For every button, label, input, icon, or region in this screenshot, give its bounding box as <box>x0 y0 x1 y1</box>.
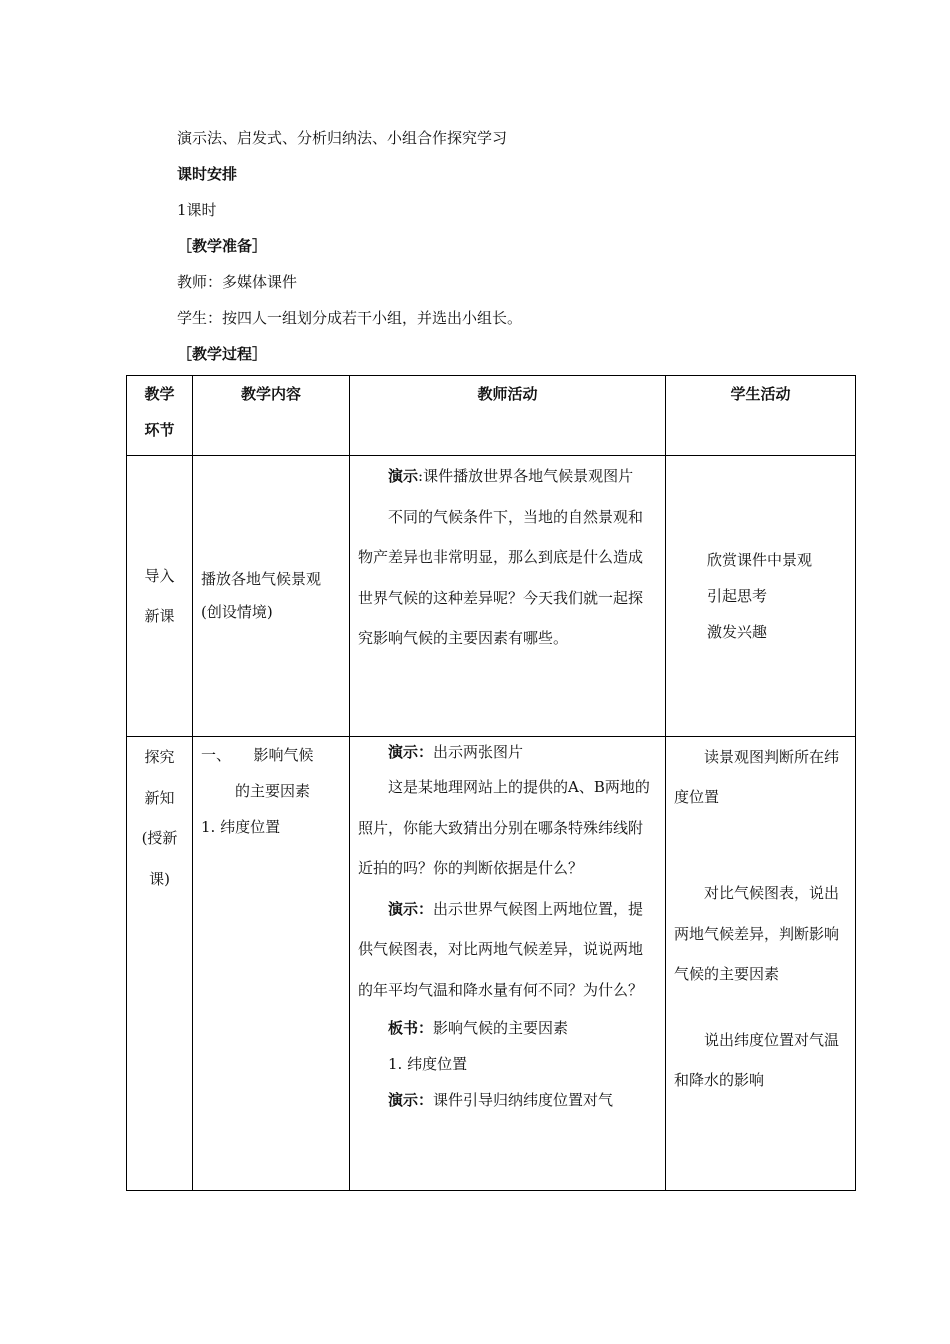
header-stage: 教学 环节 <box>127 376 193 456</box>
schedule-value: 1课时 <box>177 201 217 219</box>
student-cell: 欣赏课件中景观 引起思考 激发兴趣 <box>666 456 856 737</box>
schedule-heading: 课时安排 <box>177 165 238 183</box>
header-student: 学生活动 <box>666 376 856 456</box>
teacher-cell: 演示:课件播放世界各地气候景观图片 不同的气候条件下，当地的自然景观和物产差异也非常明显，那么到底是什么造成世界气候的这种差异呢？今天我们就一起探究影响气候的主要因素有哪些。 <box>350 456 666 737</box>
prep-student: 学生：按四人一组划分成若干小组，并选出小组长。 <box>177 309 523 327</box>
table-row <box>127 456 856 737</box>
teacher-cell: 演示：出示两张图片 这是某地理网站上的提供的A、B两地的照片，你能大致猜出分别在哪条特殊纬线附近拍的吗？你的判断依据是什么？ 演示：出示世界气候图上两地位置，提供气候图表，对比两地气候差异，说说两地的年平均气温和降水量有何不同？为什么？ 板书：影响气候的主要因素 1. 纬度位置 演示：课件引导归纳纬度位置对气 <box>350 737 666 1191</box>
teaching-methods: 演示法、启发式、分析归纳法、小组合作探究学习 <box>177 129 508 147</box>
table-row <box>127 737 856 1191</box>
table-header-row <box>127 376 856 456</box>
student-cell: 读景观图判断所在纬度位置 对比气候图表，说出两地气候差异，判断影响气候的主要因素 说出纬度位置对气温和降水的影响 <box>666 737 856 1191</box>
content-cell: 一、 影响气候 的主要因素 1. 纬度位置 <box>193 737 350 1191</box>
header-teacher: 教师活动 <box>350 376 666 456</box>
header-content: 教学内容 <box>193 376 350 456</box>
content-cell: 播放各地气候景观 (创设情境) <box>193 456 350 737</box>
prep-teacher: 教师：多媒体课件 <box>177 273 298 291</box>
stage-cell: 导入 新课 <box>127 456 193 737</box>
lesson-table <box>126 375 856 1191</box>
prep-heading: ［教学准备］ <box>177 237 268 255</box>
process-heading: ［教学过程］ <box>177 345 268 363</box>
stage-cell: 探究 新知 (授新 课) <box>127 737 193 1191</box>
